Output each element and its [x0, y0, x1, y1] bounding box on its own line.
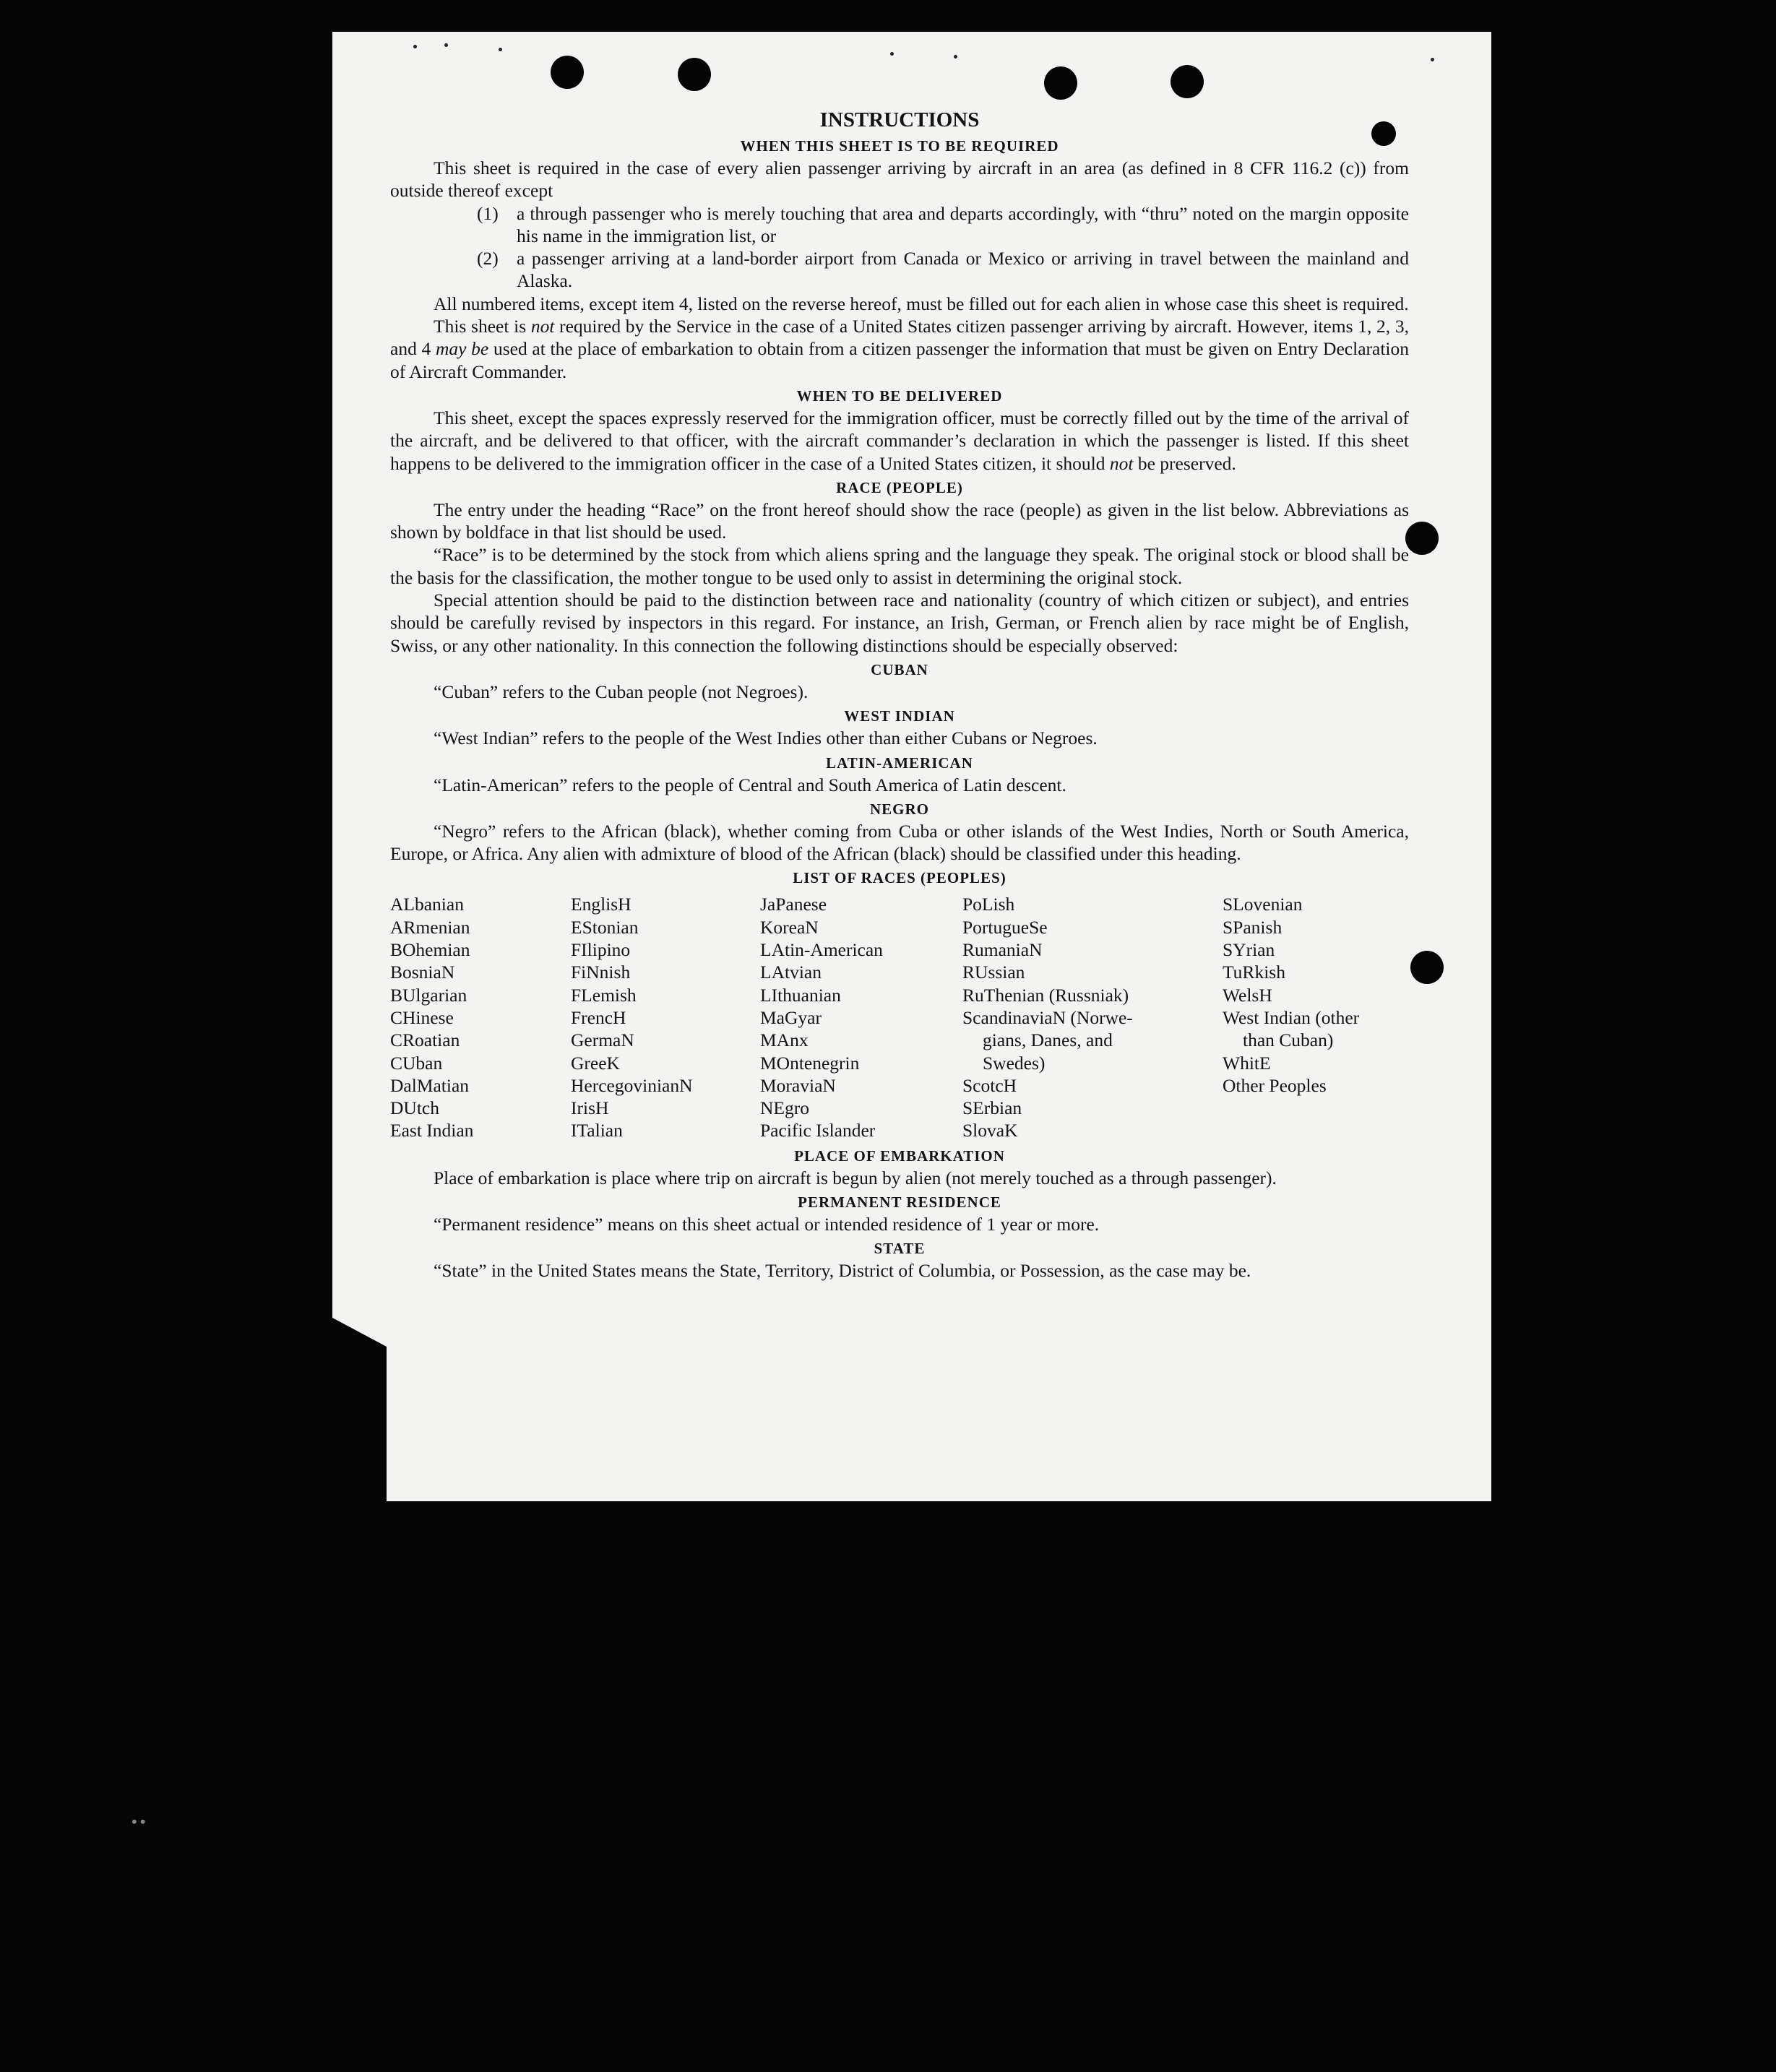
- race-entry: SLovenian: [1223, 894, 1303, 915]
- race-entry: BUlgarian: [390, 984, 467, 1006]
- heading-embarkation: PLACE OF EMBARKATION: [794, 1147, 1005, 1165]
- race-entry: BOhemian: [390, 939, 470, 961]
- heading-west-indian: WEST INDIAN: [844, 707, 955, 725]
- race-entry-continued: Swedes): [983, 1052, 1046, 1074]
- text-run: required by the Service in the case of a United States citizen passenger arriving by aircraft. However, items 1, 2, 3, and 4: [390, 316, 1409, 360]
- races-column-3: [760, 893, 962, 1141]
- race-entry: BosniaN: [390, 962, 455, 983]
- race-entry: RuThenian (Russniak): [962, 984, 1129, 1006]
- text-run-italic: not: [530, 316, 555, 337]
- speck: [890, 52, 894, 56]
- race-entry: GreeK: [571, 1052, 620, 1074]
- race-entry: NEgro: [760, 1097, 809, 1119]
- race-entry: FrencH: [571, 1006, 626, 1028]
- race-entry: WelsH: [1223, 984, 1272, 1006]
- race-entry: JaPanese: [760, 894, 827, 915]
- race-entry: ITalian: [571, 1120, 623, 1141]
- race-entry: MAnx: [760, 1029, 809, 1051]
- heading-required: WHEN THIS SHEET IS TO BE REQUIRED: [740, 137, 1059, 155]
- race-entry: FIlipino: [571, 939, 631, 961]
- race-entry: PoLish: [962, 894, 1015, 915]
- race-entry: MoraviaN: [760, 1074, 836, 1096]
- embarkation-definition: Place of embarkation is place where trip on aircraft is begun by alien (not merely touched as a through passenger).: [434, 1167, 1277, 1188]
- race-entry: PortugueSe: [962, 916, 1048, 938]
- item-text: a passenger arriving at a land-border airport from Canada or Mexico or arriving in travel between the mainland and Alaska.: [517, 248, 1409, 292]
- race-entry: CHinese: [390, 1006, 454, 1028]
- race-entry: TuRkish: [1223, 962, 1285, 983]
- race-entry: FLemish: [571, 984, 637, 1006]
- race-entry: DalMatian: [390, 1074, 470, 1096]
- race-paragraph-1: The entry under the heading “Race” on the front hereof should show the race (people) as given in the list below. Abbreviations as shown by boldface in that list should be used.: [390, 498, 1409, 543]
- race-entry: RUssian: [962, 962, 1025, 983]
- text-run-italic: not: [1109, 452, 1134, 474]
- race-entry: West Indian (other: [1223, 1006, 1360, 1028]
- race-entry: CRoatian: [390, 1029, 460, 1051]
- race-entry: ARmenian: [390, 916, 470, 938]
- race-entry: MOntenegrin: [760, 1052, 860, 1074]
- text-run-italic: may be: [435, 338, 489, 360]
- race-entry: RumaniaN: [962, 939, 1043, 961]
- film-mark: ••: [130, 1813, 147, 1831]
- race-entry: SlovaK: [962, 1120, 1018, 1141]
- races-column-1: [390, 893, 571, 1141]
- instructions-page: [390, 107, 1409, 1282]
- heading-state: STATE: [874, 1240, 926, 1258]
- heading-race: RACE (PEOPLE): [836, 478, 963, 496]
- item-number: (1): [477, 202, 499, 224]
- race-entry: HercegovinianN: [571, 1074, 693, 1096]
- race-entry: IrisH: [571, 1097, 609, 1119]
- race-entry-continued: gians, Danes, and: [983, 1029, 1113, 1051]
- race-entry: Pacific Islander: [760, 1120, 876, 1141]
- heading-cuban: CUBAN: [871, 660, 928, 678]
- state-definition: “State” in the United States means the State, Territory, District of Columbia, or Possession, as the case may be.: [434, 1260, 1251, 1282]
- delivered-paragraph: [390, 407, 1409, 475]
- race-entry: MaGyar: [760, 1006, 822, 1028]
- text-run: This sheet, except the spaces expressly reserved for the immigration officer, must be correctly filled out by the time of the arrival of the aircraft, and be delivered to that officer, with the aircraft commander’s declaration in which the passenger is listed. If this sheet happens to be delivered to the immigration officer in the case of a United States citizen, it should: [390, 407, 1409, 474]
- exception-item-2: [390, 247, 1409, 293]
- speck: [444, 43, 448, 47]
- required-intro: This sheet is required in the case of every alien passenger arriving by aircraft in an area (as defined in 8 CFR 116.2 (c)) from outside thereof except: [390, 157, 1409, 202]
- races-column-5: [1223, 893, 1409, 1141]
- races-list: [390, 893, 1409, 1141]
- race-entry: WhitE: [1223, 1052, 1271, 1074]
- speck: [499, 48, 502, 51]
- race-paragraph-3: Special attention should be paid to the distinction between race and nationality (country of which citizen or subject), and entries should be carefully revised by inspectors in this regard. For instance, an Irish, German, or French alien by race might be of English, Swiss, or any other nationality. In this connection the following distinctions should be especially observed:: [390, 590, 1409, 656]
- race-entry: EnglisH: [571, 894, 631, 915]
- text-run: This sheet is: [434, 316, 531, 337]
- heading-latin-american: LATIN-AMERICAN: [826, 754, 973, 772]
- punch-hole-7: [1410, 951, 1444, 984]
- races-column-2: [571, 893, 760, 1141]
- item-text: a through passenger who is merely touching that area and departs accordingly, with “thru” noted on the margin opposite his name in the immigration list, or: [517, 202, 1409, 246]
- race-entry: Other Peoples: [1223, 1074, 1327, 1096]
- text-run: be preserved.: [1133, 452, 1236, 474]
- race-entry: SYrian: [1223, 939, 1275, 961]
- negro-definition: “Negro” refers to the African (black), whether coming from Cuba or other islands of the West Indies, North or South America, Europe, or Africa. Any alien with admixture of blood of the African (black) should be classified under this heading.: [390, 820, 1409, 865]
- citizen-paragraph: [390, 315, 1409, 383]
- race-entry: FiNnish: [571, 962, 631, 983]
- punch-hole-6: [1405, 522, 1439, 555]
- numbered-items-paragraph: All numbered items, except item 4, listed on the reverse hereof, must be filled out for each alien in whose case this sheet is required.: [434, 293, 1409, 314]
- races-column-4: [962, 893, 1223, 1141]
- race-entry: DUtch: [390, 1097, 439, 1119]
- race-entry: EStonian: [571, 916, 639, 938]
- race-entry: GermaN: [571, 1029, 634, 1051]
- race-entry: SPanish: [1223, 916, 1283, 938]
- race-entry-continued: than Cuban): [1243, 1029, 1334, 1051]
- page-title: INSTRUCTIONS: [819, 108, 980, 131]
- race-entry: CUban: [390, 1052, 443, 1074]
- speck: [954, 55, 957, 59]
- race-entry: LAtvian: [760, 962, 822, 983]
- punch-hole-2: [678, 58, 711, 91]
- race-entry: ALbanian: [390, 894, 464, 915]
- speck: [1431, 58, 1434, 61]
- cuban-definition: “Cuban” refers to the Cuban people (not Negroes).: [434, 681, 809, 702]
- speck: [413, 45, 417, 48]
- punch-hole-3: [1044, 66, 1077, 100]
- punch-hole-1: [551, 56, 584, 89]
- punch-hole-4: [1171, 65, 1204, 98]
- race-entry: KoreaN: [760, 916, 819, 938]
- permanent-residence-definition: “Permanent residence” means on this sheet actual or intended residence of 1 year or more.: [434, 1213, 1100, 1235]
- heading-list-of-races: LIST OF RACES (PEOPLES): [793, 869, 1006, 887]
- race-paragraph-2: “Race” is to be determined by the stock from which aliens spring and the language they speak. The original stock or blood shall be the basis for the classification, the mother tongue to be used only to assist in determining the original stock.: [390, 544, 1409, 588]
- race-entry: SErbian: [962, 1097, 1022, 1119]
- latin-american-definition: “Latin-American” refers to the people of Central and South America of Latin descent.: [434, 774, 1066, 795]
- race-entry: LAtin-American: [760, 939, 883, 961]
- heading-permanent-residence: PERMANENT RESIDENCE: [798, 1193, 1001, 1211]
- race-entry: ScandinaviaN (Norwe-: [962, 1006, 1133, 1028]
- heading-delivered: WHEN TO BE DELIVERED: [796, 387, 1003, 405]
- heading-negro: NEGRO: [869, 800, 929, 818]
- west-indian-definition: “West Indian” refers to the people of the West Indies other than either Cubans or Negroes.: [434, 728, 1098, 749]
- race-entry: ScotcH: [962, 1074, 1017, 1096]
- item-number: (2): [477, 248, 499, 269]
- exception-item-1: [390, 202, 1409, 248]
- race-entry: LIthuanian: [760, 984, 841, 1006]
- race-entry: East Indian: [390, 1120, 474, 1141]
- text-run: used at the place of embarkation to obtain from a citizen passenger the information that must be given on Entry Declaration of Aircraft Commander.: [390, 338, 1409, 382]
